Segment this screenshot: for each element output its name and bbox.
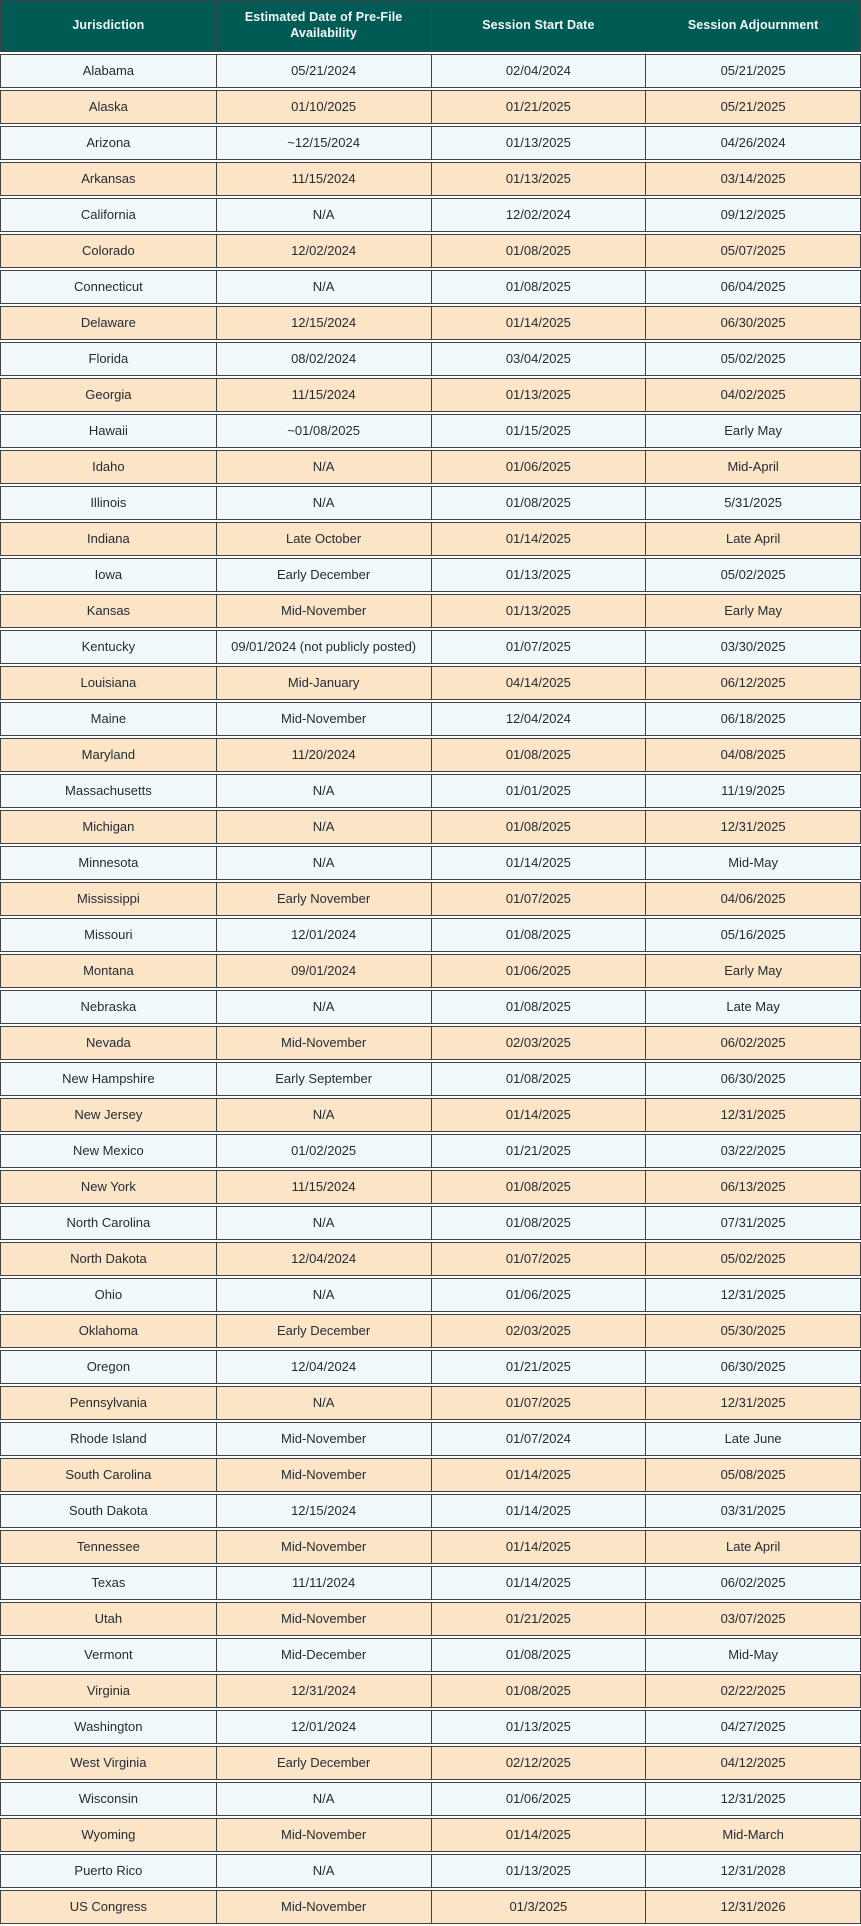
session-adjournment-cell: 12/31/2025 bbox=[645, 811, 860, 843]
table-row bbox=[0, 1242, 861, 1276]
session-start-date-cell: 01/01/2025 bbox=[431, 775, 646, 807]
table-row bbox=[0, 486, 861, 520]
prefile-availability-cell: 12/04/2024 bbox=[216, 1351, 431, 1383]
table-row bbox=[0, 1710, 861, 1744]
prefile-availability-cell: N/A bbox=[216, 847, 431, 879]
session-adjournment-cell: 05/16/2025 bbox=[645, 919, 860, 951]
jurisdiction-cell: Nevada bbox=[85, 1034, 131, 1050]
jurisdiction-cell: New York bbox=[80, 1178, 136, 1194]
session-adjournment-cell: 06/02/2025 bbox=[645, 1027, 860, 1059]
session-adjournment-cell: Early May bbox=[645, 415, 860, 447]
jurisdiction-cell: Connecticut bbox=[74, 278, 143, 294]
jurisdiction-cell: Rhode Island bbox=[70, 1430, 147, 1446]
session-start-date-cell: 02/04/2024 bbox=[431, 55, 646, 87]
session-start-date-cell: 01/14/2025 bbox=[431, 847, 646, 879]
session-adjournment-cell: 04/27/2025 bbox=[645, 1711, 860, 1743]
session-start-date-cell: 01/14/2025 bbox=[431, 307, 646, 339]
session-adjournment-cell: 03/30/2025 bbox=[645, 631, 860, 663]
session-adjournment-cell: 09/12/2025 bbox=[645, 199, 860, 231]
table-row bbox=[0, 990, 861, 1024]
prefile-availability-cell: N/A bbox=[216, 1387, 431, 1419]
jurisdiction-cell: Puerto Rico bbox=[74, 1862, 143, 1878]
jurisdiction-cell: Arkansas bbox=[81, 170, 136, 186]
jurisdiction-cell: Kansas bbox=[86, 602, 131, 618]
column-header-jurisdiction: Jurisdiction bbox=[72, 18, 145, 33]
session-adjournment-cell: 05/30/2025 bbox=[645, 1315, 860, 1347]
prefile-availability-cell: 12/01/2024 bbox=[216, 919, 431, 951]
jurisdiction-cell: Montana bbox=[83, 962, 134, 978]
session-start-date-cell: 01/21/2025 bbox=[431, 1603, 646, 1635]
jurisdiction-cell: Kentucky bbox=[81, 638, 136, 654]
session-start-date-cell: 01/21/2025 bbox=[431, 1351, 646, 1383]
jurisdiction-cell: Indiana bbox=[87, 530, 130, 546]
table-row bbox=[0, 1026, 861, 1060]
jurisdiction-cell: New Jersey bbox=[74, 1106, 143, 1122]
prefile-availability-cell: 05/21/2024 bbox=[216, 55, 431, 87]
table-row bbox=[0, 774, 861, 808]
session-adjournment-cell: 06/02/2025 bbox=[645, 1567, 860, 1599]
session-adjournment-cell: 06/30/2025 bbox=[645, 1351, 860, 1383]
table-row bbox=[0, 1206, 861, 1240]
table-row bbox=[0, 378, 861, 412]
session-start-date-cell: 01/08/2025 bbox=[431, 811, 646, 843]
prefile-availability-cell: N/A bbox=[216, 1855, 431, 1887]
prefile-availability-cell: N/A bbox=[216, 1099, 431, 1131]
prefile-availability-cell: Early December bbox=[216, 559, 431, 591]
jurisdiction-cell: Colorado bbox=[81, 242, 135, 258]
session-start-date-cell: 01/13/2025 bbox=[431, 163, 646, 195]
table-header-row bbox=[0, 0, 861, 52]
table-row bbox=[0, 234, 861, 268]
table-row bbox=[0, 450, 861, 484]
session-start-date-cell: 01/06/2025 bbox=[431, 1783, 646, 1815]
session-adjournment-cell: 03/22/2025 bbox=[645, 1135, 860, 1167]
prefile-availability-cell: 12/01/2024 bbox=[216, 1711, 431, 1743]
prefile-availability-cell: ~01/08/2025 bbox=[216, 415, 431, 447]
prefile-availability-cell: ~12/15/2024 bbox=[216, 127, 431, 159]
table-row bbox=[0, 198, 861, 232]
column-header-session-start-date: Session Start Date bbox=[431, 1, 646, 51]
jurisdiction-cell: South Dakota bbox=[68, 1502, 148, 1518]
session-start-date-cell: 01/21/2025 bbox=[431, 91, 646, 123]
session-adjournment-cell: 12/31/2025 bbox=[645, 1279, 860, 1311]
session-adjournment-cell: Early May bbox=[645, 595, 860, 627]
table-row bbox=[0, 882, 861, 916]
session-start-date-cell: 01/08/2025 bbox=[431, 1639, 646, 1671]
jurisdiction-cell: New Mexico bbox=[72, 1142, 144, 1158]
session-start-date-cell: 01/08/2025 bbox=[431, 919, 646, 951]
session-start-date-cell: 01/08/2025 bbox=[431, 271, 646, 303]
session-start-date-cell: 01/06/2025 bbox=[431, 451, 646, 483]
prefile-availability-cell: N/A bbox=[216, 811, 431, 843]
session-adjournment-cell: 05/21/2025 bbox=[645, 55, 860, 87]
prefile-availability-cell: 11/11/2024 bbox=[216, 1567, 431, 1599]
jurisdiction-cell: Oklahoma bbox=[78, 1322, 138, 1338]
prefile-availability-cell: 01/10/2025 bbox=[216, 91, 431, 123]
prefile-availability-cell: N/A bbox=[216, 199, 431, 231]
table-row bbox=[0, 126, 861, 160]
table-row bbox=[0, 1458, 861, 1492]
session-adjournment-cell: 03/07/2025 bbox=[645, 1603, 860, 1635]
jurisdiction-cell: Massachusetts bbox=[65, 782, 152, 798]
prefile-availability-cell: Mid-November bbox=[216, 1423, 431, 1455]
session-adjournment-cell: 12/31/2025 bbox=[645, 1099, 860, 1131]
jurisdiction-cell: New Hampshire bbox=[62, 1070, 155, 1086]
session-adjournment-cell: 05/21/2025 bbox=[645, 91, 860, 123]
jurisdiction-cell: Alaska bbox=[88, 98, 128, 114]
table-row bbox=[0, 270, 861, 304]
session-start-date-cell: 01/14/2025 bbox=[431, 1459, 646, 1491]
session-adjournment-cell: 02/22/2025 bbox=[645, 1675, 860, 1707]
session-start-date-cell: 01/08/2025 bbox=[431, 991, 646, 1023]
session-adjournment-cell: 12/31/2025 bbox=[645, 1387, 860, 1419]
table-row bbox=[0, 90, 861, 124]
table-row bbox=[0, 1566, 861, 1600]
session-start-date-cell: 02/12/2025 bbox=[431, 1747, 646, 1779]
prefile-availability-cell: Late October bbox=[216, 523, 431, 555]
table-row bbox=[0, 162, 861, 196]
session-start-date-cell: 02/03/2025 bbox=[431, 1315, 646, 1347]
session-start-date-cell: 01/07/2025 bbox=[431, 1387, 646, 1419]
session-adjournment-cell: Mid-May bbox=[645, 847, 860, 879]
session-start-date-cell: 01/08/2025 bbox=[431, 1207, 646, 1239]
prefile-availability-cell: Early December bbox=[216, 1315, 431, 1347]
jurisdiction-cell: Missouri bbox=[84, 926, 133, 942]
session-adjournment-cell: Mid-April bbox=[645, 451, 860, 483]
session-adjournment-cell: 05/07/2025 bbox=[645, 235, 860, 267]
session-adjournment-cell: 12/31/2026 bbox=[645, 1891, 860, 1923]
session-start-date-cell: 01/14/2025 bbox=[431, 1495, 646, 1527]
table-row bbox=[0, 1890, 861, 1924]
table-row bbox=[0, 522, 861, 556]
table-row bbox=[0, 1350, 861, 1384]
session-adjournment-cell: 04/06/2025 bbox=[645, 883, 860, 915]
session-start-date-cell: 01/13/2025 bbox=[431, 559, 646, 591]
session-adjournment-cell: Late April bbox=[645, 523, 860, 555]
session-adjournment-cell: 11/19/2025 bbox=[645, 775, 860, 807]
session-start-date-cell: 01/13/2025 bbox=[431, 127, 646, 159]
session-adjournment-cell: Mid-March bbox=[645, 1819, 860, 1851]
table-row bbox=[0, 414, 861, 448]
table-row bbox=[0, 918, 861, 952]
jurisdiction-cell: Florida bbox=[88, 350, 129, 366]
session-start-date-cell: 12/04/2024 bbox=[431, 703, 646, 735]
prefile-availability-cell: Early November bbox=[216, 883, 431, 915]
table-row bbox=[0, 1854, 861, 1888]
table-row bbox=[0, 1818, 861, 1852]
prefile-availability-cell: 12/15/2024 bbox=[216, 307, 431, 339]
table-row bbox=[0, 1674, 861, 1708]
prefile-availability-cell: 11/15/2024 bbox=[216, 163, 431, 195]
jurisdiction-cell: Mississippi bbox=[76, 890, 140, 906]
table-row bbox=[0, 954, 861, 988]
session-start-date-cell: 01/15/2025 bbox=[431, 415, 646, 447]
jurisdiction-cell: Illinois bbox=[90, 494, 127, 510]
session-adjournment-cell: 06/04/2025 bbox=[645, 271, 860, 303]
prefile-availability-cell: Mid-November bbox=[216, 595, 431, 627]
prefile-availability-cell: Early December bbox=[216, 1747, 431, 1779]
session-start-date-cell: 01/08/2025 bbox=[431, 1675, 646, 1707]
prefile-availability-cell: Mid-November bbox=[216, 1891, 431, 1923]
prefile-availability-cell: N/A bbox=[216, 271, 431, 303]
table-row bbox=[0, 54, 861, 88]
prefile-availability-cell: N/A bbox=[216, 487, 431, 519]
prefile-availability-cell: 12/15/2024 bbox=[216, 1495, 431, 1527]
jurisdiction-cell: Michigan bbox=[82, 818, 135, 834]
jurisdiction-cell: Alabama bbox=[82, 62, 135, 78]
table-row bbox=[0, 1530, 861, 1564]
jurisdiction-cell: California bbox=[80, 206, 136, 222]
session-adjournment-cell: 06/13/2025 bbox=[645, 1171, 860, 1203]
table-row bbox=[0, 594, 861, 628]
session-start-date-cell: 01/21/2025 bbox=[431, 1135, 646, 1167]
session-adjournment-cell: 05/02/2025 bbox=[645, 559, 860, 591]
session-start-date-cell: 01/07/2025 bbox=[431, 883, 646, 915]
table-row bbox=[0, 846, 861, 880]
session-adjournment-cell: Mid-May bbox=[645, 1639, 860, 1671]
session-start-date-cell: 01/07/2025 bbox=[431, 1243, 646, 1275]
jurisdiction-cell: Iowa bbox=[94, 566, 123, 582]
session-adjournment-cell: 04/02/2025 bbox=[645, 379, 860, 411]
session-adjournment-cell: 06/30/2025 bbox=[645, 1063, 860, 1095]
jurisdiction-cell: Texas bbox=[91, 1574, 126, 1590]
session-start-date-cell: 01/13/2025 bbox=[431, 1711, 646, 1743]
session-start-date-cell: 01/08/2025 bbox=[431, 235, 646, 267]
session-adjournment-cell: 05/02/2025 bbox=[645, 1243, 860, 1275]
session-adjournment-cell: 06/30/2025 bbox=[645, 307, 860, 339]
session-start-date-cell: 12/02/2024 bbox=[431, 199, 646, 231]
prefile-availability-cell: 12/04/2024 bbox=[216, 1243, 431, 1275]
table-row bbox=[0, 630, 861, 664]
table-row bbox=[0, 702, 861, 736]
prefile-availability-cell: Early September bbox=[216, 1063, 431, 1095]
column-header-session-adjournment: Session Adjournment bbox=[645, 1, 860, 51]
jurisdiction-cell: Utah bbox=[94, 1610, 123, 1626]
session-start-date-cell: 01/13/2025 bbox=[431, 379, 646, 411]
table-row bbox=[0, 1602, 861, 1636]
session-start-date-cell: 03/04/2025 bbox=[431, 343, 646, 375]
prefile-availability-cell: 11/20/2024 bbox=[216, 739, 431, 771]
table-row bbox=[0, 1422, 861, 1456]
prefile-availability-cell: 09/01/2024 (not publicly posted) bbox=[216, 631, 431, 663]
prefile-availability-cell: N/A bbox=[216, 991, 431, 1023]
session-start-date-cell: 01/08/2025 bbox=[431, 487, 646, 519]
prefile-availability-cell: N/A bbox=[216, 775, 431, 807]
prefile-availability-cell: 01/02/2025 bbox=[216, 1135, 431, 1167]
jurisdiction-cell: Louisiana bbox=[80, 674, 137, 690]
session-adjournment-cell: 03/14/2025 bbox=[645, 163, 860, 195]
session-adjournment-cell: 07/31/2025 bbox=[645, 1207, 860, 1239]
session-start-date-cell: 01/07/2025 bbox=[431, 631, 646, 663]
table-row bbox=[0, 666, 861, 700]
jurisdiction-cell: Ohio bbox=[94, 1286, 123, 1302]
table-row bbox=[0, 738, 861, 772]
jurisdiction-cell: Tennessee bbox=[76, 1538, 140, 1554]
session-start-date-cell: 01/13/2025 bbox=[431, 1855, 646, 1887]
session-start-date-cell: 01/06/2025 bbox=[431, 1279, 646, 1311]
session-adjournment-cell: 03/31/2025 bbox=[645, 1495, 860, 1527]
jurisdiction-cell: Idaho bbox=[92, 458, 125, 474]
table-row bbox=[0, 1134, 861, 1168]
session-adjournment-cell: 05/08/2025 bbox=[645, 1459, 860, 1491]
session-adjournment-cell: 05/02/2025 bbox=[645, 343, 860, 375]
session-adjournment-cell: 04/26/2024 bbox=[645, 127, 860, 159]
session-start-date-cell: 04/14/2025 bbox=[431, 667, 646, 699]
table-row bbox=[0, 1386, 861, 1420]
jurisdiction-cell: Oregon bbox=[86, 1358, 131, 1374]
jurisdiction-cell: Virginia bbox=[86, 1682, 130, 1698]
session-start-date-cell: 01/07/2024 bbox=[431, 1423, 646, 1455]
table-row bbox=[0, 1746, 861, 1780]
session-adjournment-cell: Late April bbox=[645, 1531, 860, 1563]
prefile-availability-cell: Mid-November bbox=[216, 1027, 431, 1059]
session-start-date-cell: 01/08/2025 bbox=[431, 1063, 646, 1095]
table-row bbox=[0, 1782, 861, 1816]
session-start-date-cell: 01/14/2025 bbox=[431, 1099, 646, 1131]
table-row bbox=[0, 1314, 861, 1348]
prefile-availability-cell: N/A bbox=[216, 1783, 431, 1815]
session-adjournment-cell: 12/31/2025 bbox=[645, 1783, 860, 1815]
session-start-date-cell: 01/14/2025 bbox=[431, 1819, 646, 1851]
jurisdiction-cell: US Congress bbox=[69, 1898, 148, 1914]
prefile-availability-cell: Mid-November bbox=[216, 1459, 431, 1491]
jurisdiction-cell: North Dakota bbox=[70, 1250, 147, 1266]
jurisdiction-cell: West Virginia bbox=[70, 1754, 147, 1770]
session-adjournment-cell: 04/12/2025 bbox=[645, 1747, 860, 1779]
prefile-availability-cell: Mid-November bbox=[216, 1531, 431, 1563]
jurisdiction-cell: Nebraska bbox=[80, 998, 137, 1014]
column-header-prefile-availability: Estimated Date of Pre-File Availability bbox=[216, 1, 431, 51]
session-start-date-cell: 01/14/2025 bbox=[431, 523, 646, 555]
session-adjournment-cell: Late May bbox=[645, 991, 860, 1023]
jurisdiction-cell: Arizona bbox=[86, 134, 131, 150]
prefile-availability-cell: 12/31/2024 bbox=[216, 1675, 431, 1707]
session-adjournment-cell: 04/08/2025 bbox=[645, 739, 860, 771]
session-start-date-cell: 01/08/2025 bbox=[431, 1171, 646, 1203]
table-row bbox=[0, 1494, 861, 1528]
table-row bbox=[0, 1638, 861, 1672]
table-row bbox=[0, 1098, 861, 1132]
table-row bbox=[0, 1062, 861, 1096]
table-row bbox=[0, 306, 861, 340]
jurisdiction-cell: Maine bbox=[90, 710, 127, 726]
session-start-date-cell: 01/13/2025 bbox=[431, 595, 646, 627]
session-start-date-cell: 01/14/2025 bbox=[431, 1531, 646, 1563]
prefile-availability-cell: N/A bbox=[216, 451, 431, 483]
jurisdiction-cell: Minnesota bbox=[78, 854, 139, 870]
session-adjournment-cell: 06/18/2025 bbox=[645, 703, 860, 735]
prefile-availability-cell: N/A bbox=[216, 1279, 431, 1311]
session-start-date-cell: 01/08/2025 bbox=[431, 739, 646, 771]
table-row bbox=[0, 810, 861, 844]
prefile-availability-cell: 11/15/2024 bbox=[216, 1171, 431, 1203]
session-adjournment-cell: Early May bbox=[645, 955, 860, 987]
table-row bbox=[0, 1278, 861, 1312]
prefile-availability-cell: 12/02/2024 bbox=[216, 235, 431, 267]
jurisdiction-cell: North Carolina bbox=[66, 1214, 151, 1230]
session-start-date-cell: 01/3/2025 bbox=[431, 1891, 646, 1923]
prefile-availability-cell: Mid-November bbox=[216, 1819, 431, 1851]
session-start-date-cell: 01/06/2025 bbox=[431, 955, 646, 987]
jurisdiction-cell: Vermont bbox=[84, 1646, 133, 1662]
prefile-availability-cell: N/A bbox=[216, 1207, 431, 1239]
session-adjournment-cell: 5/31/2025 bbox=[645, 487, 860, 519]
prefile-availability-cell: Mid-November bbox=[216, 703, 431, 735]
session-adjournment-cell: Late June bbox=[645, 1423, 860, 1455]
prefile-availability-cell: 08/02/2024 bbox=[216, 343, 431, 375]
table-row bbox=[0, 342, 861, 376]
jurisdiction-cell: Hawaii bbox=[88, 422, 128, 438]
jurisdiction-cell: Washington bbox=[74, 1718, 143, 1734]
table-row bbox=[0, 1170, 861, 1204]
prefile-availability-cell: 09/01/2024 bbox=[216, 955, 431, 987]
session-start-date-cell: 01/14/2025 bbox=[431, 1567, 646, 1599]
jurisdiction-cell: Wisconsin bbox=[78, 1790, 138, 1806]
jurisdiction-cell: Maryland bbox=[81, 746, 136, 762]
table-row bbox=[0, 558, 861, 592]
jurisdiction-cell: Georgia bbox=[85, 386, 132, 402]
jurisdiction-cell: Delaware bbox=[80, 314, 136, 330]
session-start-date-cell: 02/03/2025 bbox=[431, 1027, 646, 1059]
prefile-availability-cell: Mid-January bbox=[216, 667, 431, 699]
session-adjournment-cell: 06/12/2025 bbox=[645, 667, 860, 699]
table-body bbox=[0, 54, 861, 1924]
prefile-availability-cell: Mid-November bbox=[216, 1603, 431, 1635]
prefile-availability-cell: Mid-December bbox=[216, 1639, 431, 1671]
jurisdiction-cell: Wyoming bbox=[81, 1826, 136, 1842]
jurisdiction-cell: South Carolina bbox=[65, 1466, 152, 1482]
prefile-availability-cell: 11/15/2024 bbox=[216, 379, 431, 411]
session-adjournment-cell: 12/31/2028 bbox=[645, 1855, 860, 1887]
jurisdiction-cell: Pennsylvania bbox=[69, 1394, 148, 1410]
